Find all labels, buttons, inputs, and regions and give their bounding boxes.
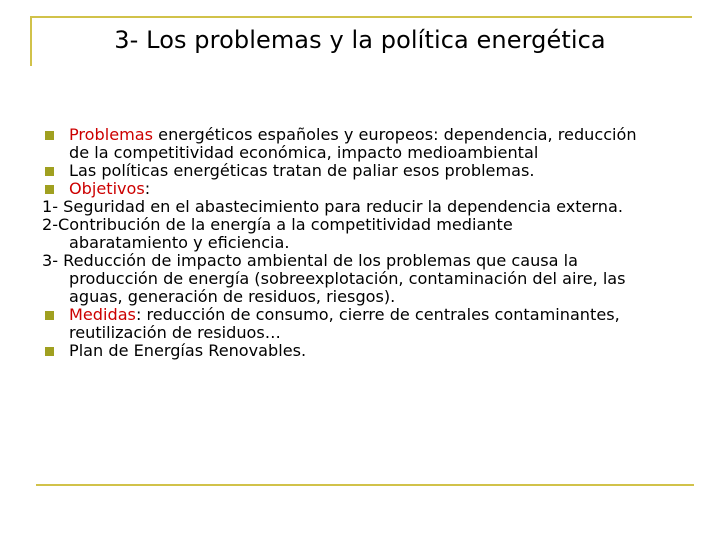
objective-3-continuation: aguas, generación de residuos, riesgos).: [69, 287, 396, 306]
square-bullet-icon: [45, 185, 54, 194]
objective-3: 3- Reducción de impacto ambiental de los problemas que causa la: [42, 251, 578, 270]
list-item-problemas: [42, 126, 692, 144]
frame-top-rule: [30, 16, 692, 18]
list-item-objetivos: [42, 180, 692, 198]
square-bullet-icon: [45, 131, 54, 140]
slide-title: 3- Los problemas y la política energética: [114, 26, 606, 54]
square-bullet-icon: [45, 167, 54, 176]
list-item-plan: [42, 342, 692, 360]
frame-bottom-rule: [36, 484, 694, 486]
square-bullet-icon: [45, 311, 54, 320]
list-item-medidas: [42, 306, 692, 324]
list-item-continuation: de la competitividad económica, impacto medioambiental: [69, 143, 539, 162]
objective-2-continuation: abaratamiento y eficiencia.: [69, 233, 290, 252]
objective-1: 1- Seguridad en el abastecimiento para reducir la dependencia externa.: [42, 197, 623, 216]
objective-2: 2-Contribución de la energía a la competitividad mediante: [42, 215, 513, 234]
list-item-continuation: reutilización de residuos…: [69, 323, 281, 342]
list-item-politicas: [42, 162, 692, 180]
objective-3-continuation: producción de energía (sobreexplotación, contaminación del aire, las: [69, 269, 626, 288]
list-item-text: energéticos españoles y europeos: dependencia, reducción: [153, 125, 637, 144]
keyword-problemas: Problemas: [69, 125, 154, 144]
keyword-objetivos: Objetivos: [69, 179, 145, 198]
list-item-text: : reducción de consumo, cierre de centrales contaminantes,: [135, 305, 620, 324]
list-item-text: Las políticas energéticas tratan de paliar esos problemas.: [69, 161, 535, 180]
square-bullet-icon: [45, 347, 54, 356]
list-item-text: Plan de Energías Renovables.: [69, 341, 307, 360]
slide-body: [42, 126, 692, 360]
keyword-medidas: Medidas: [69, 305, 136, 324]
list-item-text: :: [144, 179, 151, 198]
